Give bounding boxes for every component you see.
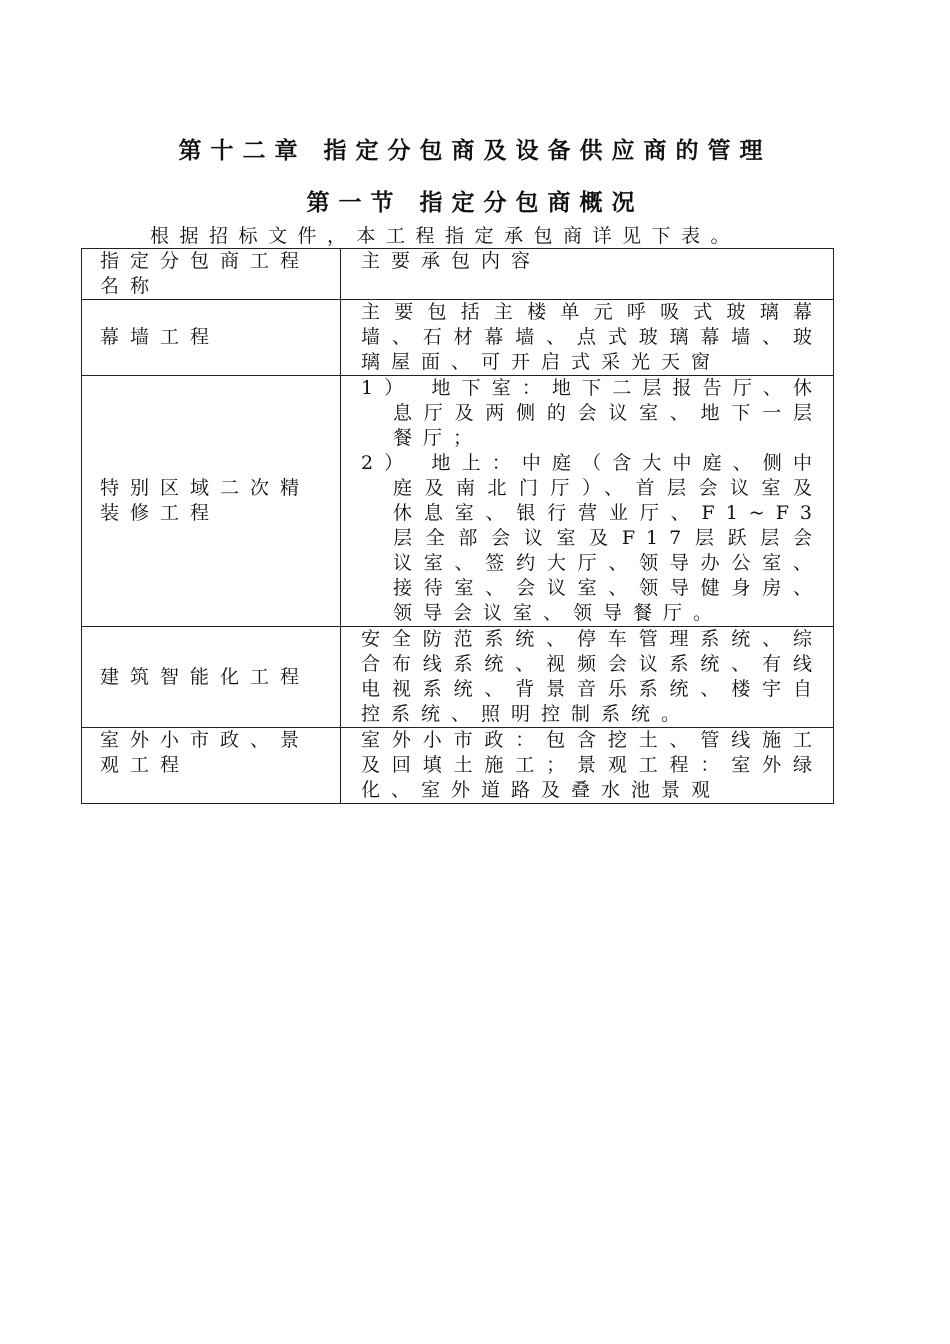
content-list-item: 2） 地上：中庭（含大中庭、侧中庭及南北门厅）、首层会议室及休息室、银行营业厅、F1~F3层全部会议室及F17层跃层会议室、签约大厅、领导办公室、接待室、会议室、领导健身房、领导会议室、领导餐厅。: [361, 452, 823, 624]
table-row: [82, 300, 834, 376]
table-row: [82, 376, 834, 627]
row-content-cell: [341, 376, 834, 627]
row-content-cell: 主要包括主楼单元呼吸式玻璃幕墙、石材幕墙、点式玻璃幕墙、玻璃屋面、可开启式采光天窗: [341, 300, 834, 376]
row-name-cell: 室外小市政、景观工程: [82, 728, 341, 804]
row-content-cell: 室外小市政：包含挖土、管线施工及回填土施工；景观工程：室外绿化、室外道路及叠水池景观: [341, 728, 834, 804]
chapter-title: 第十二章 指定分包商及设备供应商的管理: [178, 138, 772, 164]
table-row: [82, 728, 834, 804]
header-cell-name: 指定分包商工程名称: [82, 249, 341, 300]
header-cell-content: 主要承包内容: [341, 249, 834, 300]
table-header-row: [82, 249, 834, 300]
row-name-cell: 幕墙工程: [82, 300, 341, 376]
row-name-cell: 特别区域二次精装修工程: [82, 376, 341, 627]
subcontractor-table: [81, 248, 834, 804]
content-list-item: 1） 地下室：地下二层报告厅、休息厅及两侧的会议室、地下一层餐厅；: [361, 377, 823, 449]
intro-paragraph: 根据招标文件，本工程指定承包商详见下表。: [150, 225, 741, 247]
table-row: [82, 627, 834, 728]
section-title: 第一节 指定分包商概况: [306, 190, 644, 216]
row-name-cell: 建筑智能化工程: [82, 627, 341, 728]
row-content-cell: 安全防范系统、停车管理系统、综合布线系统、视频会议系统、有线电视系统、背景音乐系统、楼宇自控系统、照明控制系统。: [341, 627, 834, 728]
